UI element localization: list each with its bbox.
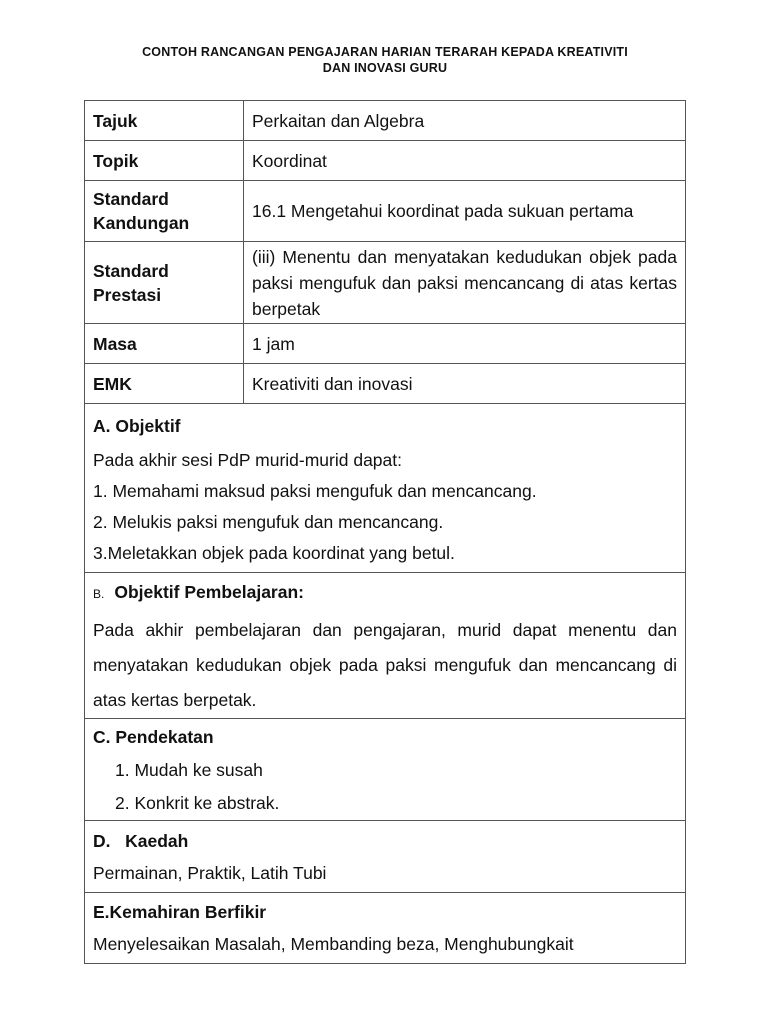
title-line-2: DAN INOVASI GURU [322, 61, 448, 75]
row-topik [85, 141, 686, 181]
section-d-text: Permainan, Praktik, Latih Tubi [93, 862, 327, 883]
value-emk: Kreativiti dan inovasi [244, 364, 686, 404]
section-b-letter: B. [93, 587, 105, 601]
label-topik: Topik [85, 141, 244, 181]
row-section-a [85, 404, 686, 573]
section-e-text: Menyelesaikan Masalah, Membanding beza, Menghubungkait [93, 934, 574, 954]
row-section-b [85, 573, 686, 719]
section-b-title: Objektif Pembelajaran: [114, 582, 304, 602]
section-c-heading: C. Pendekatan [93, 726, 214, 747]
section-b-heading [93, 573, 677, 613]
section-a-item: 1. Memahami maksud paksi mengufuk dan mencancang. [93, 481, 537, 501]
row-masa [85, 324, 686, 364]
label-masa: Masa [85, 324, 244, 364]
document-title [84, 44, 686, 76]
section-e-heading: E.Kemahiran Berfikir [93, 902, 267, 922]
label-standard-kandungan [85, 181, 244, 242]
row-standard-kandungan [85, 181, 686, 242]
row-tajuk [85, 101, 686, 141]
value-topik: Koordinat [244, 141, 686, 181]
label-sk-line-2: Kandungan [93, 213, 190, 233]
section-a [85, 404, 686, 573]
value-standard-kandungan: 16.1 Mengetahui koordinat pada sukuan pertama [244, 181, 686, 242]
label-sk-line-1: Standard [93, 189, 169, 209]
section-e [85, 893, 686, 964]
section-a-item: 2. Melukis paksi mengufuk dan mencancang. [93, 512, 444, 532]
section-b-text: Pada akhir pembelajaran dan pengajaran, murid dapat menentu dan menyatakan kedudukan objek pada paksi mengufuk dan mencancang di atas kertas berpetak. [93, 620, 677, 710]
row-standard-prestasi [85, 242, 686, 324]
section-c [85, 719, 686, 821]
section-c-item: 2. Konkrit ke abstrak. [115, 792, 280, 813]
title-line-1: CONTOH RANCANGAN PENGAJARAN HARIAN TERARAH KEPADA KREATIVITI [142, 45, 628, 59]
section-a-heading: A. Objektif [93, 416, 181, 436]
section-c-item: 1. Mudah ke susah [115, 759, 263, 780]
label-tajuk: Tajuk [85, 101, 244, 141]
section-d [85, 821, 686, 893]
row-section-d [85, 821, 686, 893]
label-sp-line-2: Prestasi [93, 284, 162, 305]
row-section-c [85, 719, 686, 821]
row-section-e [85, 893, 686, 964]
section-a-item: 3.Meletakkan objek pada koordinat yang betul. [93, 543, 455, 563]
lesson-plan-table [84, 100, 686, 964]
section-a-intro: Pada akhir sesi PdP murid-murid dapat: [93, 450, 402, 470]
row-emk [85, 364, 686, 404]
value-tajuk: Perkaitan dan Algebra [244, 101, 686, 141]
section-b [85, 573, 686, 719]
label-sp-line-1: Standard [93, 260, 169, 281]
section-d-heading: D. Kaedah [93, 830, 189, 851]
label-emk: EMK [85, 364, 244, 404]
label-standard-prestasi [85, 242, 244, 324]
value-standard-prestasi: (iii) Menentu dan menyatakan kedudukan objek pada paksi mengufuk dan paksi mencancang di atas kertas berpetak [244, 242, 686, 324]
value-masa: 1 jam [244, 324, 686, 364]
